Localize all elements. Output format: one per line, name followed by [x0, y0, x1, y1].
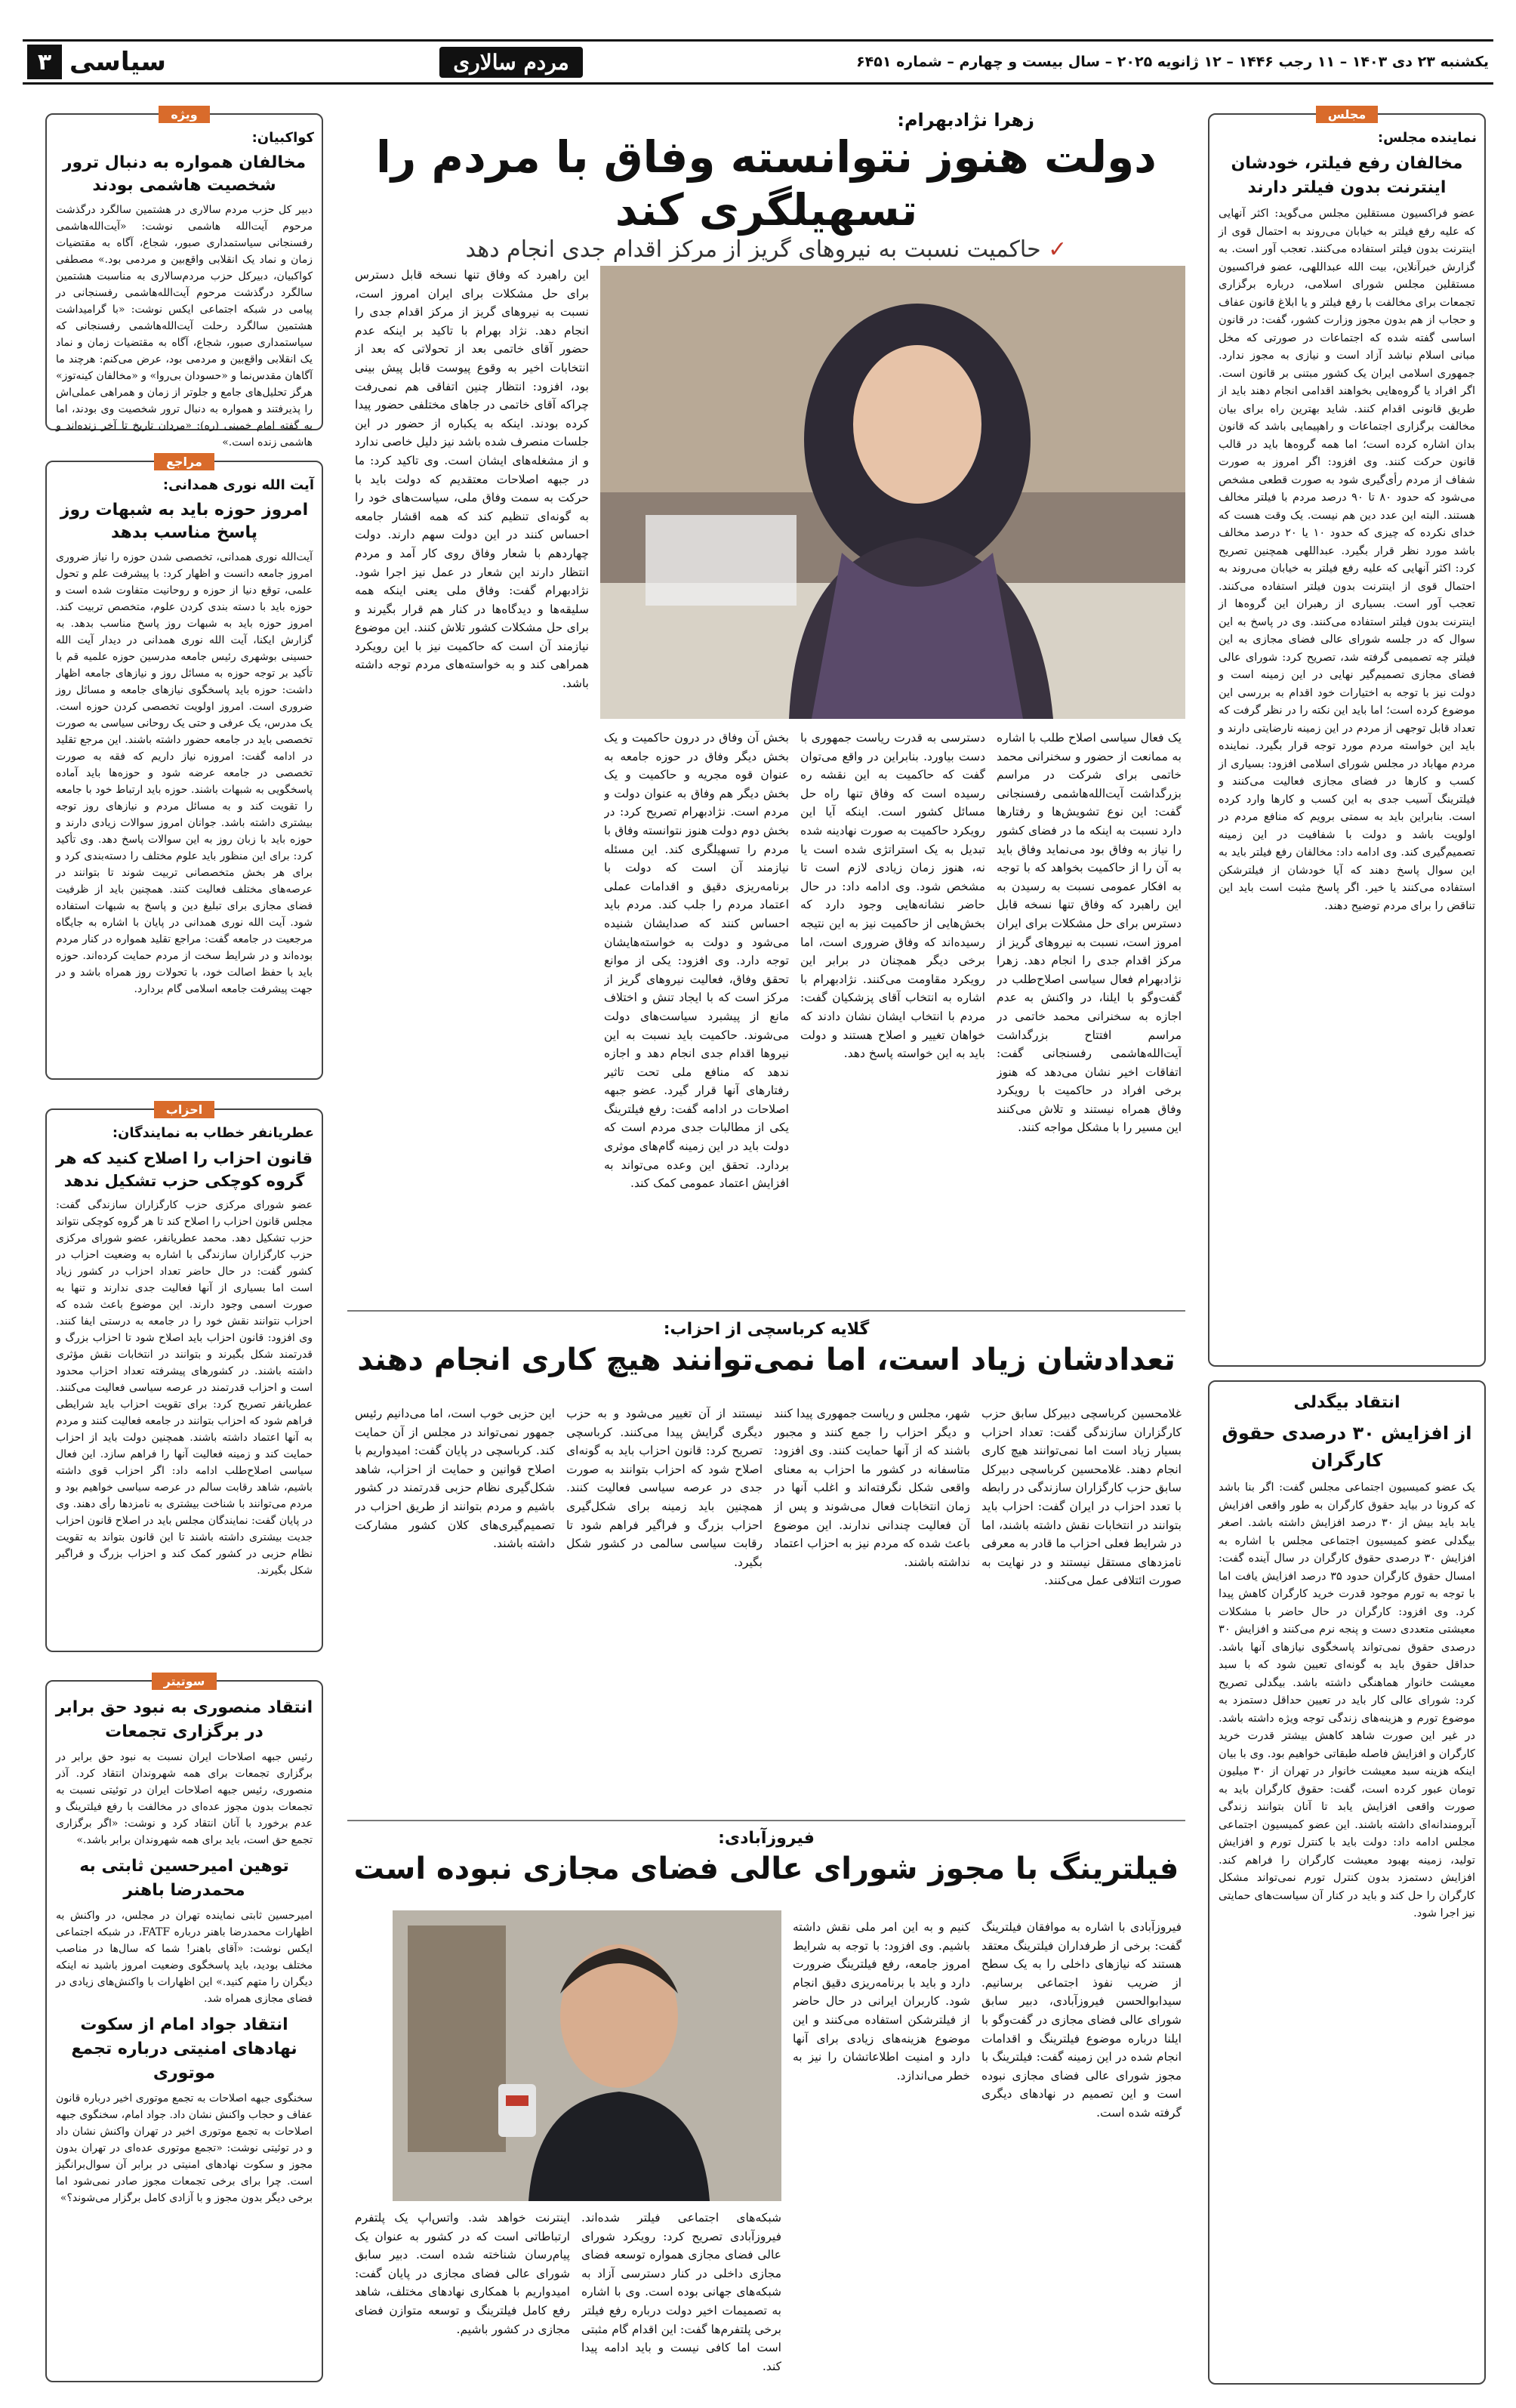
main-col-3: بخش آن وفاق در درون حاکمیت و یک بخش دیگر وفاق در حوزه جامعه به عنوان قوه مجریه و حاکمیت و یک بخش دیگر هم وفاق به عنوان دولت و مردم است. نژادبهرام تصریح کرد: در بخش دوم دولت هنوز نتوانسته وفاق با مردم را تسهیلگری کند. این مسئله نیازمند آن است که دولت با برنامه‌ریزی دقیق و اقدامات عملی اعتماد مردم را جلب کند. مردم باید احساس کنند که صدایشان شنیده می‌شود و دولت به خواسته‌هایشان توجه دارد. وی افزود: یکی از موانع تحقق وفاق، فعالیت نیروهای گریز از مرکز است که با ایجاد تنش و اختلاف مانع از پیشبرد سیاست‌های دولت می‌شوند. حاکمیت باید نسبت به این نیروها اقدام جدی انجام دهد و اجازه ندهد که منافع ملی تحت تاثیر رفتارهای آنها قرار گیرد. عضو جبهه اصلاحات در ادامه گفت: رفع فیلترینگ یکی از مطالبات جدی مردم است که دولت باید در این زمینه گام‌های موثری بردارد. تحقق این وعده می‌تواند به افزایش اعتماد عمومی کمک کند.: [604, 731, 789, 1191]
main-deck-text: حاکمیت نسبت به نیروهای گریز از مرکز اقدام جدی انجام دهد: [465, 236, 1041, 263]
article-body: آیت‌الله نوری همدانی، تخصصی شدن حوزه را نیاز ضروری امروز جامعه دانست و اظهار کرد: با پیشرفت علم و تحول علمی، توقع دنیا از حوزه و روحانیت متفاوت شده است و حوزه باید با دسته بندی کردن علوم، متخصص تربیت کند. امروز حوزه باید به شبهات روز پاسخ مناسب بدهد. به گزارش ایکنا، آیت الله نوری همدانی در دیدار آیت الله حسینی بوشهری رئیس جامعه مدرسین حوزه علمیه قم با تأکید بر توجه حوزه به مسائل روز و نیازهای جامعه اظهار داشت: حوزه باید پاسخگوی نیازهای جامعه و مسائل روز ضروری است. امروز اولویت تخصصی کردن حوزه است. یک مدرس، یک عرفی و حتی یک روحانی سیاسی به صورت تخصصی باید در جامعه حضور داشته باشند. این مرجع تقلید در ادامه گفت: امروزه نیاز داریم که فقه به صورت تخصصی در جامعه عرضه شود و حوزه‌ها باید آماده پاسخگویی به شبهات باشند. حوزه باید ارتباط خود با جامعه را تقویت کند و به مسائل مردم و نیازهای روز توجه بیشتری داشته باشد. جوانان امروز سوالات زیادی دارند و حوزه باید با زبان روز به این سوالات پاسخ دهد. وی تأکید کرد: برای این منظور باید علوم مختلف را دسته‌بندی کرد و برای هر بخش متخصصانی تربیت شوند تا بتوانند در عرصه‌های مختلف فعالیت کنند. همچنین باید از ظرفیت فضای مجازی برای تبلیغ دین و پاسخ به شبهات استفاده شود. آیت الله نوری همدانی در پایان با اشاره به جایگاه مرجعیت در جامعه گفت: مراجع تقلید همواره در کنار مردم بوده‌اند و در شرایط سخت از مردم حمایت کرده‌اند. حوزه باید با حفظ اصالت خود، با تحولات روز همراه باشد و در جهت پیشرفت جامعه اسلامی گام بردارد.: [56, 551, 313, 995]
dateline: یکشنبه ۲۳ دی ۱۴۰۳ – ۱۱ رجب ۱۴۴۶ – ۱۲ ژانویه ۲۰۲۵ – سال بیست و چهارم – شماره ۶۴۵۱: [856, 54, 1489, 70]
article-body: دبیر کل حزب مردم سالاری در هشتمین سالگرد درگذشت مرحوم آیت‌الله هاشمی نوشت: «آیت‌الله‌هاشمی رفسنجانی سیاستمداری صبور، شجاع، آگاه به مقتضیات زمان و نماد یک انقلابی واقع‌بین و مردمی بود.» مصطفی کواکبیان، دبیرکل حزب مردم‌سالاری به مناسبت هشتمین سالگرد درگذشت مرحوم آیت‌الله‌هاشمی رفسنجانی در پیامی در شبکه اجتماعی ایکس نوشت: «با گرامیداشت هشتمین سالگرد رحلت آیت‌الله‌هاشمی رفسنجانی که سیاستمداری صبور، شجاع، آگاه به مقتضیات زمان و نماد یک انقلابی واقع‌بین و مردمی بود، عرض می‌کنم: هرچند ما آگاهان مقدس‌نما و «حسودان بی‌روا» و «مخالفان کینه‌توز» هرگز تحلیل‌های جامع و جلوتر از زمان و همراهی عملی‌اش را پذیرفتند و همواره به دنبال ترور شخصیت وی بودند، اما به گفته امام خمینی (ره): «مردان تاریخ تا آخر زنده‌اند و هاشمی زنده است.»: [56, 204, 313, 449]
article-body: عضو شورای مرکزی حزب کارگزاران سازندگی گفت: مجلس قانون احزاب را اصلاح کند تا هر گروه کوچکی نتواند حزب تشکیل دهد. محمد عطریانفر، عضو شورای مرکزی حزب کارگزاران سازندگی با اشاره به وضعیت احزاب در کشور گفت: در حال حاضر تعداد احزاب در کشور زیاد است اما بسیاری از آنها فعالیت جدی ندارند و تنها به صورت اسمی وجود دارند. این موضوع باعث شده که احزاب نتوانند نقش خود را در جامعه به درستی ایفا کنند. وی افزود: قانون احزاب باید اصلاح شود تا احزاب بزرگ و قدرتمند شکل بگیرند و بتوانند در انتخابات نقش مؤثری داشته باشند. در کشورهای پیشرفته تعداد احزاب محدود است و احزاب قدرتمند در عرصه سیاسی فعالیت می‌کنند. عطریانفر تصریح کرد: برای تقویت احزاب باید شرایطی فراهم شود که احزاب بتوانند در جامعه فعالیت کنند و مردم به آنها اعتماد داشته باشند. همچنین دولت باید از احزاب حمایت کند و زمینه فعالیت آنها را فراهم سازد. این فعال سیاسی اصلاح‌طلب ادامه داد: اگر احزاب قوی داشته باشیم، شاهد رقابت سالم در عرصه سیاسی خواهیم بود و مردم می‌توانند با شناخت بیشتری به نامزدها رأی دهند. وی در پایان گفت: نمایندگان مجلس باید در اصلاح قانون احزاب جدیت بیشتری داشته باشند تا این قانون بتواند به تقویت نظام حزبی در کشور کمک کند و احزاب بزرگ و فراگیر شکل بگیرند.: [56, 1199, 313, 1577]
story3-col-1: فیروزآبادی با اشاره به موافقان فیلترینگ گفت: برخی از طرفداران فیلترینگ معتقد هستند که نیازهای داخلی را به یک سطح از ضریب نفوذ اجتماعی برسانیم. سیدابوالحسن فیروزآبادی، دبیر سابق شورای عالی فضای مجازی در گفت‌وگو با ایلنا درباره موضوع فیلترینگ و اقدامات انجام شده در این زمینه گفت: فیلترینگ با مجوز شورای عالی فضای مجازی نبوده است و این تصمیم در نهادهای دیگری گرفته شده است.: [981, 1920, 1182, 2120]
story2-col-2: شهر، مجلس و ریاست جمهوری پیدا کنند و دیگر احزاب را جمع کنند و مجبور باشند که از آنها حمایت کنند. وی افزود: متاسفانه در کشور ما احزاب به معنای واقعی شکل نگرفته‌اند و اغلب آنها در زمان انتخابات فعال می‌شوند و پس از آن فعالیت چندانی ندارند. این موضوع باعث شده که مردم نیز به احزاب اعتماد نداشته باشند.: [774, 1407, 970, 1569]
article-body: یک عضو کمیسیون اجتماعی مجلس گفت: اگر بنا باشد که کرونا در بیاید حقوق کارگران به طور واقعی افزایش یابد باید بیش از ۳۰ درصد افزایش داشته باشد. اصغر بیگدلی عضو کمیسیون اجتماعی مجلس با اشاره به افزایش ۳۰ درصدی حقوق کارگران در سال آینده گفت: امسال حقوق کارگران حدود ۳۵ درصد افزایش یافت اما با توجه به تورم موجود قدرت خرید کارگران کاهش پیدا کرد. وی افزود: کارگران در حال حاضر با مشکلات معیشتی متعددی دست و پنجه نرم می‌کنند و افزایش ۳۰ درصدی حقوق نمی‌تواند پاسخگوی نیازهای آنها باشد. حداقل حقوق باید به گونه‌ای تعیین شود که با سبد معیشت خانوار هماهنگی داشته باشد. بیگدلی تصریح کرد: شورای عالی کار باید در تعیین حداقل دستمزد به موضوع تورم و هزینه‌های زندگی توجه ویژه داشته باشد. در غیر این صورت شاهد کاهش بیشتر قدرت خرید کارگران و افزایش فاصله طبقاتی خواهیم بود. وی با بیان اینکه هزینه سبد معیشت خانوار در تهران از ۳۰ میلیون تومان عبور کرده است، گفت: حقوق کارگران باید به صورت واقعی افزایش یابد تا آنان بتوانند زندگی آبرومندانه‌ای داشته باشند. این عضو کمیسیون اجتماعی مجلس ادامه داد: دولت باید با کنترل تورم و افزایش تولید، زمینه بهبود معیشت کارگران را فراهم کند. افزایش دستمزد بدون کنترل تورم نمی‌تواند مشکل کارگران را حل کند و باید در کنار آن سیاست‌های حمایتی نیز اجرا شود.: [1219, 1481, 1475, 1919]
category-tag: سوتیتر: [152, 1673, 217, 1690]
story3-photo: [393, 1910, 781, 2201]
right-sidebar-box-2: [1208, 1380, 1486, 2385]
article-body: رئیس جبهه اصلاحات ایران نسبت به نبود حق برابر در برگزاری تجمعات برای همه شهروندان انتقاد کرد. آذر منصوری، رئیس جبهه اصلاحات ایران در توئیتی نسبت به تجمعات بدون مجوز عده‌ای در مخالفت با رفع فیلترینگ و عدم برخورد با آنان انتقاد کرد و نوشت: «اگر برگزاری تجمع حق است، باید برای همه شهروندان برابر باشد.»: [56, 1751, 313, 1846]
article-kicker: عطریانفر خطاب به نمایندگان:: [112, 1125, 314, 1141]
article-title: انتقاد جواد امام از سکوت نهادهای امنیتی درباره تجمع موتوری: [71, 2015, 297, 2083]
story3-col-4: اینترنت خواهد شد. واتس‌اپ یک پلتفرم ارتباطاتی است که در کشور به عنوان یک پیام‌رسان شناخته شده است. دبیر سابق شورای عالی فضای مجازی در پایان گفت: امیدواریم با همکاری نهادهای مختلف، شاهد رفع کامل فیلترینگ و توسعه متوازن فضای مجازی در کشور باشیم.: [355, 2211, 570, 2336]
story2-col-3: نیستند از آن تغییر می‌شود و به حزب دیگری گرایش پیدا می‌کنند. کرباسچی تصریح کرد: قانون احزاب باید به گونه‌ای اصلاح شود که احزاب بتوانند به صورت جدی در عرصه سیاسی فعالیت کنند. همچنین باید زمینه برای شکل‌گیری احزاب بزرگ و فراگیر فراهم شود تا رقابت سیاسی سالمی در کشور شکل بگیرد.: [566, 1407, 763, 1569]
story2-headline: تعدادشان زیاد است، اما نمی‌توانند هیچ کاری انجام دهند: [357, 1343, 1176, 1377]
main-kicker: زهرا نژادبهرام:: [897, 109, 1034, 131]
page-header: [23, 39, 1493, 85]
story2-col-1: غلامحسین کرباسچی دبیرکل سابق حزب کارگزاران سازندگی گفت: تعداد احزاب بسیار زیاد است اما نمی‌توانند هیچ کاری انجام دهند. غلامحسین کرباسچی دبیرکل سابق حزب کارگزاران سازندگی در رابطه با تعدد احزاب در ایران گفت: احزاب باید بتوانند در انتخابات نقش داشته باشند، اما در شرایط فعلی احزاب ما قادر به معرفی نامزدهای مستقل نیستند و در نهایت به صورت ائتلافی عمل می‌کنند.: [981, 1407, 1182, 1588]
article-title: مخالفان همواره به دنبال ترور شخصیت هاشمی بودند: [62, 153, 307, 195]
main-col-4: این راهبرد که وفاق تنها نسخه قابل دسترس برای حل مشکلات برای ایران امروز است، نسبت به نیروهای گریز از مرکز اقدام جدی را انجام دهد. نژاد بهرام با تاکید بر اینکه عدم حضور آقای خاتمی بعد از تحولاتی که بعد از انتخابات اخیر به وقوع پیوست قابل پیش بینی بود، افزود: انتظار چنین اتفاقی هم نمی‌رفت چراکه آقای خاتمی در جاهای مختلفی حضور پیدا کرده بودند. اینکه به یکباره از حضور در این جلسات منصرف شده باشد نیز دلیل خاصی ندارد و از مشغله‌های ایشان است. وی تاکید کرد: ما در جبهه اصلاحات معتقدیم که دولت باید با حرکت به سمت وفاق ملی، سیاست‌های خود را به گونه‌ای تنظیم کند که همه اقشار جامعه احساس کنند در این دولت سهم دارند. دولت چهاردهم با شعار وفاق روی کار آمد و مردم انتظار دارند این شعار در عمل نیز اجرا شود. نژادبهرام گفت: وفاق ملی یعنی اینکه همه سلیقه‌ها و دیدگاه‌ها در کنار هم قرار بگیرند و برای حل مشکلات کشور تلاش کنند. این موضوع نیازمند آن است که حاکمیت نیز با این رویکرد همراهی کند و به خواسته‌های مردم توجه داشته باشد.: [355, 268, 589, 691]
article-kicker: کواکبیان:: [251, 130, 314, 146]
story2-col-4: این حزبی خوب است، اما می‌دانیم رئیس جمهور نمی‌تواند در مجلس از آن حمایت کند. کرباسچی در پایان گفت: امیدواریم با اصلاح قوانین و حمایت از احزاب، شاهد شکل‌گیری نظام حزبی قدرتمند در کشور باشیم و مردم بتوانند از طریق احزاب در تصمیم‌گیری‌های کلان کشور مشارکت داشته باشند.: [355, 1407, 555, 1551]
divider: [347, 1310, 1185, 1312]
main-photo: [600, 266, 1185, 719]
story3-head: [347, 1829, 1185, 1890]
article-title: توهین امیرحسین ثابتی به محمدرضا باهنر: [79, 1857, 289, 1900]
category-tag: مراجع: [154, 453, 214, 470]
category-tag: مجلس: [1316, 106, 1379, 123]
category-tag: ویژه: [159, 106, 209, 123]
article-title: انتقاد بیگدلی: [1293, 1393, 1400, 1412]
article-title: قانون احزاب را اصلاح کنید که هر گروه کوچکی حزب تشکیل ندهد: [55, 1149, 313, 1190]
right-sidebar-box-1: [1208, 107, 1486, 1367]
main-deck: [347, 236, 1185, 263]
main-col-1: یک فعال سیاسی اصلاح طلب با اشاره به ممانعت از حضور و سخنرانی محمد خاتمی برای شرکت در مراسم بزرگداشت آیت‌الله‌هاشمی رفسنجانی گفت: این نوع تشویش‌ها و رفتارها دارد نسبت به اینکه ما در فضای کشور را نیاز به وفاق بود می‌نماید وفاق باید به آن را از حاکمیت بخواهد که با توجه به افکار عمومی نسبت به رسیدن به این راهبرد که وفاق تنها نسخه قابل دسترس برای حل مشکلات برای ایران امروز است، نسبت به نیروهای گریز از مرکز اقدام جدی را انجام دهد. زهرا نژادبهرام فعال سیاسی اصلاح‌طلب در گفت‌وگو با ایلنا، در واکنش به عدم اجازه به سخنرانی محمد خاتمی در مراسم افتتاح بزرگداشت آیت‌الله‌هاشمی رفسنجانی گفت: اتفاقات اخیر نشان می‌دهد که هنوز برخی افراد در حاکمیت با رویکرد وفاق همراه نیستند و تلاش می‌کنند این مسیر را با مشکل مواجه کنند.: [997, 731, 1182, 1135]
article-body: سخنگوی جبهه اصلاحات به تجمع موتوری اخیر درباره قانون عفاف و حجاب واکنش نشان داد. جواد امام، سخنگوی جبهه اصلاحات به تجمع موتوری اخیر در تهران واکنش نشان داد و در توئیتی نوشت: «تجمع موتوری عده‌ای در تهران بدون مجوز و سکوت نهادهای امنیتی در برابر آن سوال‌برانگیز است. چرا برای برخی تجمعات مجوز صادر نمی‌شود اما برخی دیگر بدون مجوز و با آزادی کامل برگزار می‌شوند؟»: [56, 2092, 313, 2204]
left-sidebar-box-2: [45, 455, 323, 1080]
portrait-woman-image: [600, 266, 1185, 719]
story3-headline: فیلترینگ با مجوز شورای عالی فضای مجازی نبوده است: [353, 1851, 1179, 1886]
article-body: عضو فراکسیون مستقلین مجلس می‌گوید: اکثر آنهایی که علیه رفع فیلتر به خیابان می‌روند به احتمال قوی از اینترنت بدون فیلتر استفاده می‌کنند. تعجب آور است. به گزارش خبرآنلاین، بیت الله عبداللهی، عضو فراکسیون مستقلین مجلس شورای اسلامی، درباره برگزاری تجمعات برای مخالفت با رفع فیلتر و یا ابلاغ قانون عفاف و حجاب از هم بدون مجوز وزارت کشور، گفت: در قانون اساسی گفته شده که اجتماعات در صورتی که مخل مبانی اسلام نباشد آزاد است و نیازی به مجوز ندارد. جمهوری اسلامی ایران یک کشور مبتنی بر قانون است. اگر افراد یا گروه‌هایی بخواهند اقدامی انجام دهند باید از طریق قانونی اقدام کنند. شاید بهترین راه برای بیان مخالفت برگزاری اجتماعات و راهپیمایی باشد که قانون بدان اشاره کرده است؛ اما همه گروه‌ها باید در قالب قانون حرکت کنند. وی افزود: اگر امروز به صورت شفاف از مردم رأی‌گیری شود به صورت قطعی مشخص می‌شود که حدود ۸۰ تا ۹۰ درصد مردم با فیلتر مخالف هستند. البته این عدد دین هم نیست. یک وقت هست که خدای نکرده که چیزی که حدود ۱۰ یا ۲۰ درصد مخالف باشد مورد نظر قرار بگیرد. عبداللهی همچنین تصریح کرد: اکثر آنهایی که علیه رفع فیلتر به خیابان می‌روند به احتمال قوی از اینترنت بدون فیلتر استفاده می‌کنند. تعجب آور است. بسیاری از رهبران این گروه‌ها از اینترنت بدون فیلتر استفاده می‌کنند. وی در پاسخ به این سوال که در جلسه شورای عالی فضای مجازی به این فیلتر چه تصمیمی گرفته شد، تصریح کرد: شورای عالی فضای مجازی تصمیم‌گیر نهایی در این زمینه است و دولت نیز با توجه به اختیارات خود اقدام به بررسی این موضوع کرده است؛ اما باید این نکته را در نظر گرفت که تعداد قابل توجهی از مردم در این زمینه نارضایتی دارند و باید این خواسته مردم مورد توجه قرار بگیرد. نماینده مردم مهاباد در مجلس شورای اسلامی افزود: بسیاری از کسب و کارها در فضای مجازی فعالیت می‌کنند و فیلترینگ آسیب جدی به این کسب و کارها وارد کرده است. بنابراین باید به سمتی برویم که منافع مردم در اولویت باشد و دولت با شفافیت در این زمینه تصمیم‌گیری کند. وی ادامه داد: مخالفان رفع فیلتر باید به این سوال پاسخ دهند که آیا خودشان از فیلترشکن استفاده می‌کنند یا خیر. اگر پاسخ مثبت است باید این تناقض را برای مردم توضیح دهند.: [1219, 207, 1475, 912]
article-body: امیرحسین ثابتی نماینده تهران در مجلس، در واکنش به اظهارات محمدرضا باهنر درباره FATF، در شبکه اجتماعی ایکس نوشت: «آقای باهنر! شما که سال‌ها در مناصب مختلف بودید، باید پاسخگوی وضعیت امروز باشید نه اینکه دیگران را متهم کنید.» این اظهارات با واکنش‌های زیادی در فضای مجازی همراه شد.: [56, 1910, 313, 2005]
divider: [347, 1820, 1185, 1821]
story2-kicker: گلایه کرباسچی از احزاب:: [663, 1320, 870, 1339]
story3-kicker: فیروزآبادی:: [718, 1829, 815, 1848]
left-sidebar-box-4: [45, 1674, 323, 2382]
left-sidebar-box-1: [45, 107, 323, 449]
newspaper-logo: مردم سالاری: [439, 47, 582, 78]
story3-col-3: شبکه‌های اجتماعی فیلتر شده‌اند. فیروزآبادی تصریح کرد: رویکرد شورای عالی فضای مجازی همواره توسعه فضای مجازی داخلی در کنار دسترسی آزاد به شبکه‌های جهانی بوده است. وی با اشاره به تصمیمات اخیر دولت درباره رفع فیلتر برخی پلتفرم‌ها گفت: این اقدام گام مثبتی است اما کافی نیست و باید ادامه پیدا کند.: [581, 2211, 781, 2373]
article-title: امروز حوزه باید به شبهات روز پاسخ مناسب بدهد: [60, 501, 309, 542]
story2-head: [347, 1320, 1185, 1381]
main-story-head: [347, 109, 1185, 263]
article-title: انتقاد منصوری به نبود حق برابر در برگزاری تجمعات: [55, 1698, 313, 1741]
portrait-man-image: [393, 1910, 781, 2201]
main-headline: دولت هنوز نتوانسته وفاق با مردم را تسهیلگری کند: [376, 131, 1157, 236]
article-kicker: نماینده مجلس:: [1377, 130, 1477, 146]
category-tag: احزاب: [154, 1101, 215, 1118]
main-col-2: دسترسی به قدرت ریاست جمهوری با دست بیاورد. بنابراین در واقع می‌توان گفت که حاکمیت به این نقشه ره رسیده است که وفاق تنها راه حل مسائل کشور است. اینکه آیا این رویکرد حاکمیت به صورت نهادینه شده تبدیل به یک استراتژی شده است یا نه، هنوز زمان زیادی لازم است تا مشخص شود. وی ادامه داد: در حال حاضر نشانه‌هایی وجود دارد که بخش‌هایی از حاکمیت نیز به این نتیجه رسیده‌اند که وفاق ضروری است، اما برخی دیگر همچنان در برابر این رویکرد مقاومت می‌کنند. نژادبهرام با اشاره به انتخاب آقای پزشکیان گفت: مردم با انتخاب ایشان نشان دادند که خواهان تغییر و اصلاح هستند و دولت باید به این خواسته پاسخ دهد.: [800, 731, 985, 1061]
article-title: مخالفان رفع فیلتر، خودشان اینترنت بدون فیلتر دارند: [1231, 154, 1463, 197]
section-heading: [23, 45, 166, 79]
section-name: سیاسی: [69, 47, 166, 77]
checkmark-icon: ✓: [1048, 236, 1068, 263]
page-number: ۳: [27, 45, 62, 79]
story3-col-2: کنیم و به این امر ملی نقش داشته باشیم. وی افزود: با توجه به شرایط امروز جامعه، رفع فیلترینگ ضرورت دارد و باید با برنامه‌ریزی دقیق انجام شود. کاربران ایرانی در حال حاضر از فیلترشکن استفاده می‌کنند و این موضوع هزینه‌های زیادی برای آنها دارد و امنیت اطلاعاتشان را نیز به خطر می‌اندازد.: [793, 1920, 970, 2083]
article-title-line2: از افزایش ۳۰ درصدی حقوق کارگران: [1222, 1423, 1472, 1471]
left-sidebar-box-3: [45, 1102, 323, 1652]
article-kicker: آیت الله نوری همدانی:: [162, 477, 314, 493]
